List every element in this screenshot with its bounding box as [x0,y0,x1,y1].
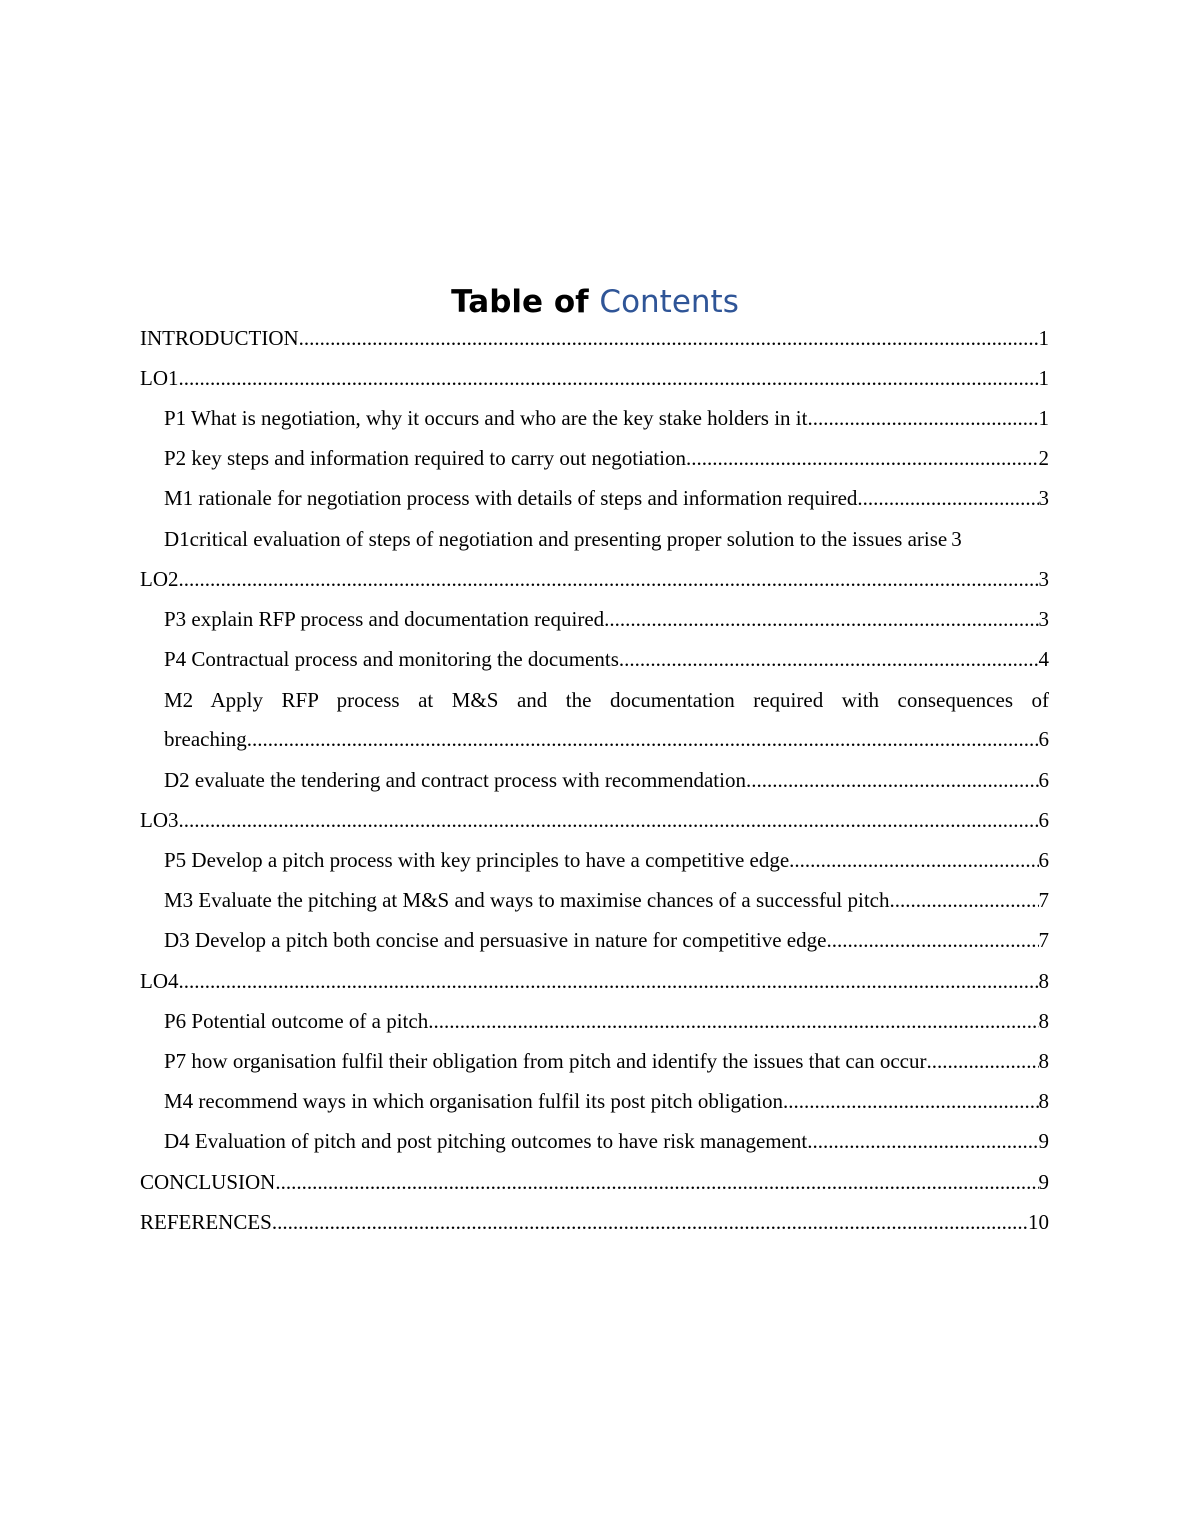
toc-entry-m2-line1[interactable] [140,680,1049,720]
toc-page-number: 9 [1038,1169,1049,1194]
toc-page-number: 8 [1038,1089,1049,1114]
toc-title-part1: Table of [451,284,589,320]
toc-list [140,318,1049,1242]
toc-entry-label: M4 recommend ways in which organisation fulfil its post pitch obligation [164,1089,784,1114]
toc-entry-introduction[interactable] [140,318,1049,358]
toc-leader [889,888,1038,913]
toc-entry-label: LO2 [140,566,179,591]
toc-entry-label: P1 What is negotiation, why it occurs and who are the key stake holders in it [164,405,808,430]
toc-leader [179,366,1039,391]
toc-page-number: 8 [1038,1048,1049,1073]
toc-entry-label: REFERENCES [140,1209,272,1234]
toc-page-number: 6 [1038,848,1049,873]
toc-page-number: 6 [1038,767,1049,792]
toc-entry-label: D2 evaluate the tendering and contract process with recommendation [164,767,746,792]
toc-entry-references[interactable] [140,1202,1049,1242]
toc-entry-label: P2 key steps and information required to carry out negotiation [164,446,686,471]
toc-entry-m1[interactable] [140,479,1049,519]
toc-page-number: 6 [1038,807,1049,832]
toc-leader [783,1089,1038,1114]
toc-page-number: 6 [1038,727,1049,752]
toc-page-number: 3 [1038,486,1049,511]
toc-entry-m4[interactable] [140,1082,1049,1122]
toc-entry-p3[interactable] [140,599,1049,639]
toc-title [0,282,1190,322]
toc-leader [179,567,1039,592]
toc-leader [428,1009,1038,1034]
toc-entry-label: M2 Apply RFP process at M&S and the documentation required with consequences of [164,687,1049,712]
toc-leader [807,406,1038,431]
toc-entry-label: LO4 [140,968,179,993]
toc-entry-d2[interactable] [140,760,1049,800]
toc-entry-p4[interactable] [140,640,1049,680]
toc-page-number: 1 [1038,365,1049,390]
toc-entry-p2[interactable] [140,439,1049,479]
toc-entry-label: D3 Develop a pitch both concise and persuasive in nature for competitive edge [164,928,827,953]
toc-entry-label: P6 Potential outcome of a pitch [164,1008,429,1033]
toc-leader [826,928,1038,953]
toc-leader [604,607,1038,632]
toc-entry-label: M3 Evaluate the pitching at M&S and ways to maximise chances of a successful pitch [164,888,890,913]
toc-page-number: 8 [1038,968,1049,993]
toc-entry-label: CONCLUSION [140,1169,276,1194]
toc-entry-m2[interactable] [140,720,1049,760]
toc-page-number: 2 [1038,446,1049,471]
toc-entry-label: LO1 [140,365,179,390]
toc-leader [686,446,1039,471]
toc-leader [247,727,1039,752]
toc-leader [179,969,1039,994]
toc-page-number: 1 [1038,325,1049,350]
toc-entry-label: M1 rationale for negotiation process with details of steps and information required [164,486,858,511]
toc-leader [857,486,1038,511]
toc-leader [926,1049,1038,1074]
toc-entry-p7[interactable] [140,1041,1049,1081]
toc-leader [789,848,1038,873]
toc-entry-label: breaching [164,727,247,752]
toc-page-number: 9 [1038,1129,1049,1154]
toc-entry-d4[interactable] [140,1122,1049,1162]
toc-page-number: 7 [1038,928,1049,953]
toc-entry-d1[interactable] [140,519,1049,559]
toc-page-number: 3 [951,526,962,551]
toc-leader [807,1129,1038,1154]
toc-entry-lo1[interactable] [140,358,1049,398]
toc-entry-label: P5 Develop a pitch process with key principles to have a competitive edge [164,848,790,873]
toc-entry-conclusion[interactable] [140,1162,1049,1202]
toc-entry-label: P3 explain RFP process and documentation required [164,606,605,631]
toc-entry-p1[interactable] [140,398,1049,438]
toc-entry-p5[interactable] [140,840,1049,880]
toc-entry-label: D4 Evaluation of pitch and post pitching outcomes to have risk management [164,1129,808,1154]
toc-leader [299,326,1039,351]
toc-title-part2: Contents [599,284,739,320]
toc-leader [179,808,1039,833]
toc-page-number: 7 [1038,888,1049,913]
toc-page-number: 4 [1038,647,1049,672]
toc-page-number: 8 [1038,1008,1049,1033]
toc-entry-label: P7 how organisation fulfil their obligation from pitch and identify the issues that can occur [164,1048,927,1073]
toc-leader [619,647,1039,672]
toc-entry-lo2[interactable] [140,559,1049,599]
toc-leader [272,1210,1028,1235]
toc-entry-label: D1critical evaluation of steps of negotiation and presenting proper solution to the issues arise [164,526,948,551]
toc-leader [275,1170,1038,1195]
toc-entry-p6[interactable] [140,1001,1049,1041]
toc-entry-label: LO3 [140,807,179,832]
toc-page-number: 1 [1038,405,1049,430]
toc-entry-label: INTRODUCTION [140,325,299,350]
toc-page-number: 10 [1028,1209,1049,1234]
toc-entry-lo3[interactable] [140,800,1049,840]
toc-page-number: 3 [1038,566,1049,591]
toc-page-number: 3 [1038,606,1049,631]
toc-entry-label: P4 Contractual process and monitoring the documents [164,647,619,672]
toc-entry-lo4[interactable] [140,961,1049,1001]
toc-entry-m3[interactable] [140,881,1049,921]
toc-entry-d3[interactable] [140,921,1049,961]
toc-leader [746,768,1039,793]
